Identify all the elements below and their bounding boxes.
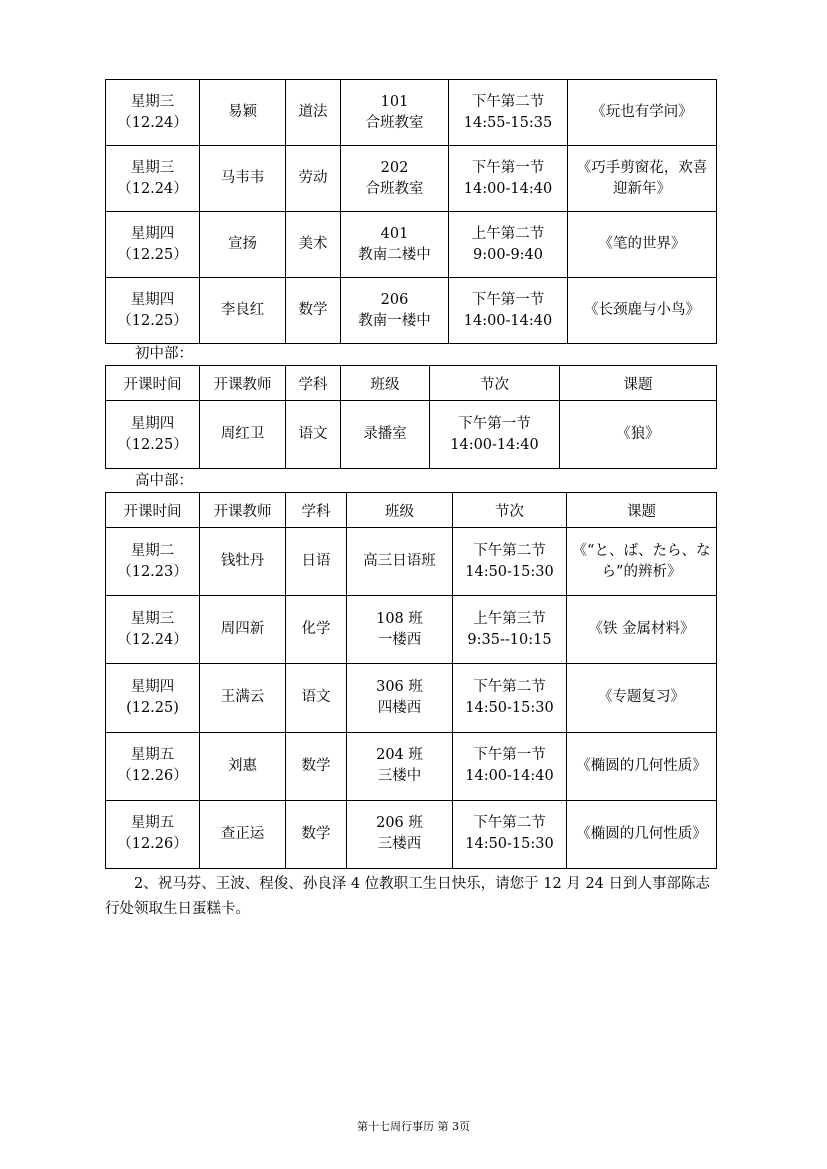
teacher-cell: 周红卫 [200,401,286,469]
topic-cell: 《专题复习》 [567,664,717,732]
time-cell: 星期三 （12.24） [106,146,200,212]
teacher-cell: 王满云 [200,664,286,732]
subject-cell: 语文 [286,664,347,732]
table-row [106,664,717,732]
header-period: 节次 [453,493,567,528]
topic-cell: 《笔的世界》 [568,212,717,278]
period-cell: 下午第一节 14:00-14:40 [449,278,568,344]
time-cell: 星期四 （12.25） [106,401,200,469]
class-cell: 206 班 三楼西 [347,800,453,868]
topic-cell: 《椭圆的几何性质》 [567,800,717,868]
subject-cell: 劳动 [286,146,341,212]
header-class: 班级 [347,493,453,528]
table-row [106,732,717,800]
table-row [106,401,717,469]
time-cell: 星期四 （12.25） [106,212,200,278]
table-row [106,278,717,344]
subject-cell: 化学 [286,596,347,664]
class-cell: 录播室 [341,401,430,469]
teacher-cell: 李良红 [200,278,286,344]
header-class: 班级 [341,366,430,401]
class-cell: 206 教南一楼中 [341,278,449,344]
class-cell: 401 教南二楼中 [341,212,449,278]
teacher-cell: 刘惠 [200,732,286,800]
period-cell: 下午第一节 14:00-14:40 [453,732,567,800]
header-topic: 课题 [560,366,717,401]
table-header-row [106,366,717,401]
time-cell: 星期五 （12.26） [106,732,200,800]
topic-cell: 《狼》 [560,401,717,469]
period-cell: 下午第二节 14:50-15:30 [453,664,567,732]
class-cell: 108 班 一楼西 [347,596,453,664]
period-cell: 上午第三节 9:35--10:15 [453,596,567,664]
time-cell: 星期四 （12.25） [106,278,200,344]
header-subject: 学科 [286,366,341,401]
class-cell: 204 班 三楼中 [347,732,453,800]
section-label-middle-school: 初中部： [135,346,193,362]
subject-cell: 数学 [286,800,347,868]
page-footer: 第十七周行事历 第 3页 [357,1120,470,1133]
subject-cell: 美术 [286,212,341,278]
header-teacher: 开课教师 [200,366,286,401]
high-school-table [105,492,717,869]
period-cell: 下午第二节 14:55-15:35 [449,80,568,146]
teacher-cell: 周四新 [200,596,286,664]
topic-cell: 《长颈鹿与小鸟》 [568,278,717,344]
subject-cell: 数学 [286,732,347,800]
teacher-cell: 查正运 [200,800,286,868]
table-row [106,80,717,146]
topic-cell: 《玩也有学问》 [568,80,717,146]
header-time: 开课时间 [106,366,200,401]
subject-cell: 语文 [286,401,341,469]
topic-cell: 《铁 金属材料》 [567,596,717,664]
class-cell: 306 班 四楼西 [347,664,453,732]
subject-cell: 日语 [286,528,347,596]
period-cell: 下午第一节 14:00-14:40 [430,401,560,469]
teacher-cell: 钱牡丹 [200,528,286,596]
header-subject: 学科 [286,493,347,528]
header-topic: 课题 [567,493,717,528]
teacher-cell: 马韦韦 [200,146,286,212]
time-cell: 星期四 (12.25) [106,664,200,732]
table-row [106,596,717,664]
birthday-note: 2、祝马芬、王波、程俊、孙良泽 4 位教职工生日快乐，请您于 12 月 24 日到人事部陈志行处领取生日蛋糕卡。 [105,876,711,917]
header-time: 开课时间 [106,493,200,528]
time-cell: 星期二 （12.23） [106,528,200,596]
period-cell: 下午第二节 14:50-15:30 [453,800,567,868]
table-header-row [106,493,717,528]
class-cell: 101 合班教室 [341,80,449,146]
subject-cell: 道法 [286,80,341,146]
table-row [106,212,717,278]
table-row [106,528,717,596]
time-cell: 星期三 （12.24） [106,80,200,146]
header-period: 节次 [430,366,560,401]
subject-cell: 数学 [286,278,341,344]
teacher-cell: 易颖 [200,80,286,146]
teacher-cell: 宣扬 [200,212,286,278]
middle-school-table [105,365,717,469]
class-cell: 高三日语班 [347,528,453,596]
section-label-high-school: 高中部： [135,473,193,489]
time-cell: 星期三 （12.24） [106,596,200,664]
time-cell: 星期五 （12.26） [106,800,200,868]
table-row [106,800,717,868]
period-cell: 上午第二节 9:00-9:40 [449,212,568,278]
topic-cell: 《巧手剪窗花，欢喜迎新年》 [568,146,717,212]
topic-cell: 《“と、ば、たら、なら”的辨析》 [567,528,717,596]
period-cell: 下午第一节 14:00-14:40 [449,146,568,212]
table-row [106,146,717,212]
class-cell: 202 合班教室 [341,146,449,212]
schedule-table-continued [105,79,717,344]
period-cell: 下午第二节 14:50-15:30 [453,528,567,596]
header-teacher: 开课教师 [200,493,286,528]
topic-cell: 《椭圆的几何性质》 [567,732,717,800]
